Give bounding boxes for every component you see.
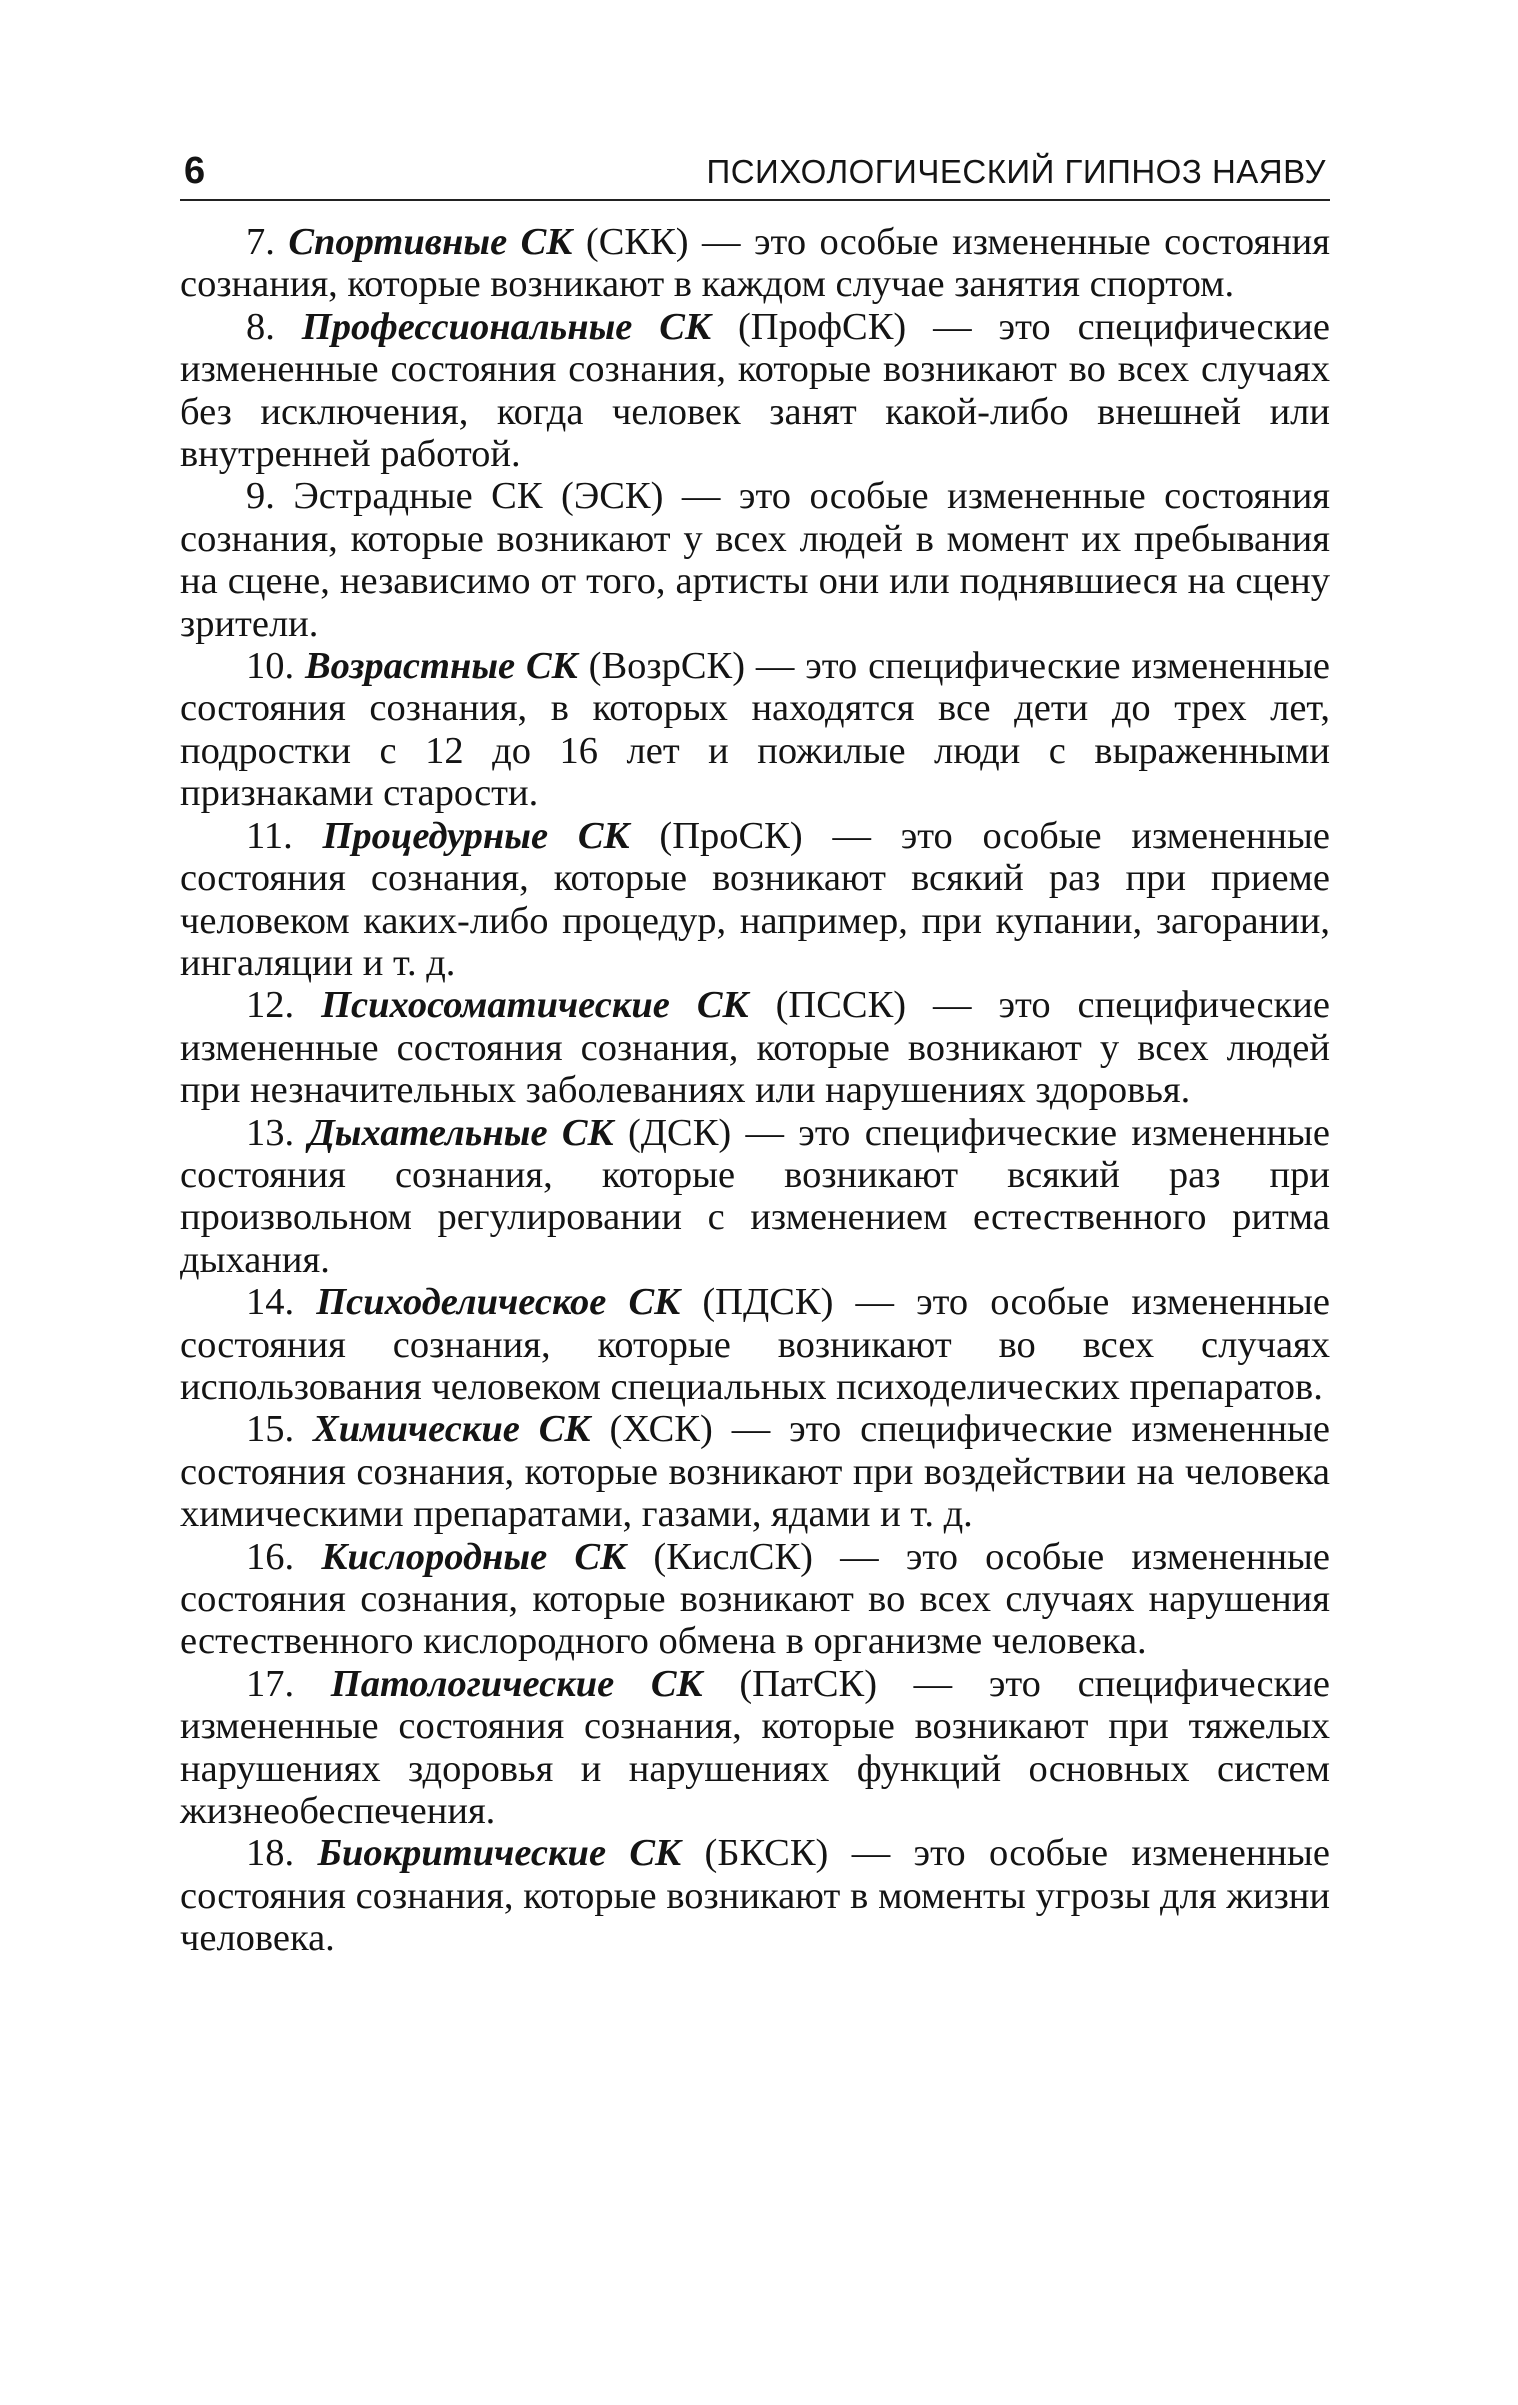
list-item [180, 1536, 1330, 1663]
item-definition: (КислСК) — это особые измененные состояния сознания, которые возникают во всех случаях нарушения естественного кислородного обмена в организме человека. [180, 1535, 1331, 1663]
item-number: 7. [246, 221, 275, 263]
item-number: 10. [246, 645, 295, 688]
item-definition: (БКСК) — это особые измененные состояния сознания, которые возникают в моменты угрозы для жизни человека. [180, 1832, 1330, 1960]
item-number: 8. [246, 305, 275, 348]
item-number: 16. [246, 1535, 295, 1578]
item-number: 12. [246, 984, 295, 1027]
item-number: 18. [246, 1832, 295, 1875]
item-definition: Эстрадные СК (ЭСК) — это особые измененные состояния сознания, которые возникают у всех людей в момент их пребывания на сцене, независимо от того, артисты они или поднявшиеся на сцену зрители. [180, 475, 1331, 645]
list-item [180, 221, 1330, 306]
list-item [180, 1112, 1330, 1282]
item-definition: (ПроСК) — это особые измененные состояния сознания, которые возникают всякий раз при приеме человеком каких-либо процедур, например, при купании, загорании, ингаляции и т. д. [180, 814, 1330, 984]
item-term: Химические СК [313, 1408, 591, 1451]
list-item [180, 1408, 1330, 1535]
item-number: 17. [246, 1662, 295, 1705]
item-definition: (ДСК) — это специфические измененные состояния сознания, которые возникают всякий раз при произвольном регулировании с изменением естественного ритма дыхания. [180, 1111, 1331, 1281]
item-definition: (ПатСК) — это специфические измененные состояния сознания, которые возникают при тяжелых нарушениях здоровья и нарушениях функций основных систем жизнеобеспечения. [180, 1662, 1330, 1833]
item-term: Биокритические СК [317, 1832, 682, 1875]
page-number: 6 [184, 150, 206, 192]
item-term: Патологические СК [330, 1662, 703, 1705]
item-term: Кислородные СК [321, 1535, 627, 1578]
item-term: Психоделическое СК [316, 1281, 681, 1324]
item-number: 13. [246, 1111, 295, 1154]
item-definition: (ПДСК) — это особые измененные состояния сознания, которые возникают во всех случаях использования человеком специальных психоделических препаратов. [180, 1281, 1331, 1408]
item-number: 14. [246, 1281, 295, 1324]
item-number: 15. [246, 1408, 295, 1451]
item-term: Процедурные СК [322, 814, 630, 857]
item-term: Дыхательные СК [308, 1111, 614, 1154]
item-term: Психосоматические СК [321, 984, 749, 1027]
body-text [180, 221, 1330, 1960]
item-definition: (ПССК) — это специфические измененные состояния сознания, которые возникают у всех людей при незначительных заболеваниях или нарушениях здоровья. [180, 984, 1330, 1112]
item-definition: (ВозрСК) — это специфические измененные состояния сознания, в которых находятся все дети до трех лет, подростки с 12 до 16 лет и пожилые люди с выраженными признаками старости. [180, 645, 1331, 815]
running-head [180, 150, 1330, 201]
item-number: 9. [246, 475, 275, 518]
item-term: Возрастные СК [304, 645, 578, 688]
running-title: ПСИХОЛОГИЧЕСКИЙ ГИПНОЗ НАЯВУ [706, 153, 1326, 190]
list-item [180, 1663, 1330, 1833]
list-item [180, 1281, 1330, 1408]
list-item [180, 306, 1330, 476]
item-definition: (ПрофСК) — это специфические измененные состояния сознания, которые возникают во всех случаях без исключения, когда человек занят какой-либо внешней или внутренней работой. [180, 305, 1330, 476]
item-term: Спортивные СК [288, 221, 573, 263]
list-item [180, 815, 1330, 985]
list-item [180, 984, 1330, 1111]
item-term: Профессиональные СК [301, 305, 712, 348]
list-item [180, 645, 1330, 815]
book-page [180, 150, 1330, 1960]
list-item [180, 1832, 1330, 1959]
item-definition: (ХСК) — это специфические измененные состояния сознания, которые возникают при воздействии на человека химическими препаратами, газами, ядами и т. д. [180, 1408, 1331, 1536]
item-number: 11. [246, 814, 293, 857]
list-item [180, 475, 1330, 645]
item-definition: (СКК) — это особые измененные состояния сознания, которые возникают в каждом случае занятия спортом. [180, 221, 1330, 306]
